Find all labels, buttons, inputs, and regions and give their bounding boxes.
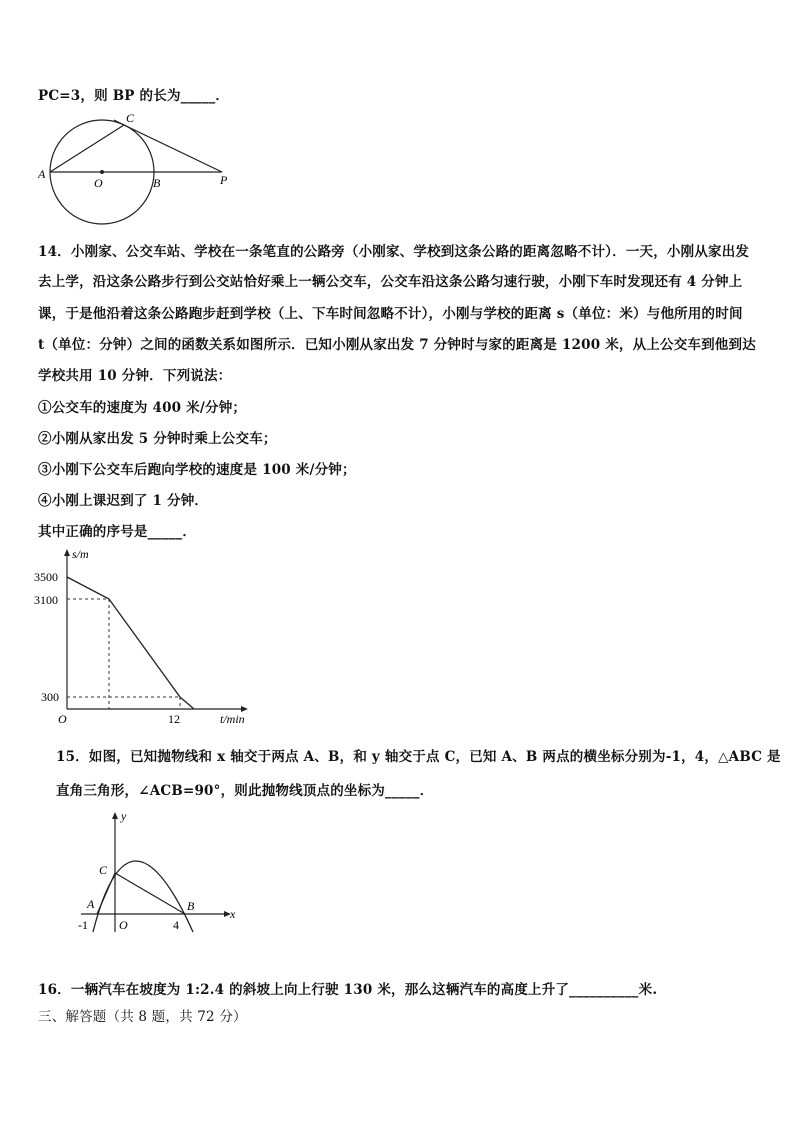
q15-parabola-figure	[75, 808, 250, 936]
q14-option-4: ④小刚上课迟到了 1 分钟．	[38, 493, 209, 509]
ytick-300: 300	[41, 690, 59, 704]
label-c: C	[99, 863, 108, 877]
label-c: C	[126, 111, 135, 125]
q14-line-4: t（单位：分钟）之间的函数关系如图所示．已知小刚从家出发 7 分钟时与家的距离是 1200 米，从上公交车到他到达	[38, 337, 756, 353]
label-a: A	[38, 167, 46, 181]
label-a: A	[87, 897, 95, 911]
q14-option-1: ①公交车的速度为 400 米/分钟；	[38, 400, 247, 416]
origin-label: O	[58, 712, 67, 726]
section-3-heading: 三、解答题（共 8 题，共 72 分）	[38, 1009, 247, 1025]
y-axis-arrow	[112, 812, 118, 819]
tick-4: 4	[173, 918, 179, 932]
y-axis-arrow	[64, 549, 70, 556]
label-y: y	[121, 809, 127, 823]
label-p: P	[220, 173, 228, 187]
chord-ac	[50, 125, 124, 172]
q14-line-1: 14．小刚家、公交车站、学校在一条笔直的公路旁（小刚家、学校到这条公路的距离忽略不计）．一天，小刚从家出发	[38, 244, 750, 260]
distance-polyline	[67, 577, 194, 709]
q14-line-3: 课，于是他沿着这条公路跑步赶到学校（上、下车时间忽略不计），小刚与学校的距离 s（单位：米）与他所用的时间	[38, 306, 743, 322]
q14-distance-time-graph	[32, 545, 262, 727]
center-dot	[100, 170, 104, 174]
label-x: x	[230, 907, 236, 921]
ytick-3100: 3100	[34, 593, 58, 607]
q15-line-2: 直角三角形，∠ACB=90°，则此抛物线顶点的坐标为_____．	[56, 783, 434, 799]
ytick-3500: 3500	[34, 570, 58, 584]
q16-question: 16．一辆汽车在坡度为 1:2.4 的斜坡上向上行驶 130 米，那么这辆汽车的高度上升了__________米.	[38, 982, 658, 998]
tangent-extension	[114, 120, 124, 125]
q15-line-1: 15．如图，已知抛物线和 x 轴交于两点 A、B，和 y 轴交于点 C，已知 A、B 两点的横坐标分别为-1，4，△ABC 是	[56, 749, 781, 765]
segment-cb	[115, 873, 185, 914]
q14-line-2: 去上学，沿这条公路步行到公交站恰好乘上一辆公交车，公交车沿这条公路匀速行驶，小刚下车时发现还有 4 分钟上	[38, 274, 743, 290]
q14-option-3: ③小刚下公交车后跑向学校的速度是 100 米/分钟；	[38, 462, 356, 478]
tangent-cp	[124, 125, 222, 172]
tick-neg1: -1	[78, 918, 88, 932]
label-b: B	[153, 176, 161, 190]
label-o: O	[119, 918, 128, 932]
q14-option-2: ②小刚从家出发 5 分钟时乘上公交车；	[38, 431, 277, 447]
q14-question: 其中正确的序号是_____．	[38, 524, 197, 540]
q13-circle-figure	[32, 108, 242, 230]
y-axis-label: s/m	[72, 547, 89, 561]
x-axis-label: t/min	[220, 712, 245, 726]
label-b: B	[187, 899, 195, 913]
q14-line-5: 学校共用 10 分钟．下列说法：	[38, 368, 232, 384]
segment-ac	[97, 873, 115, 914]
xtick-12: 12	[168, 712, 180, 726]
label-o: O	[94, 176, 103, 190]
q13-question-tail: PC=3，则 BP 的长为_____．	[38, 88, 230, 104]
